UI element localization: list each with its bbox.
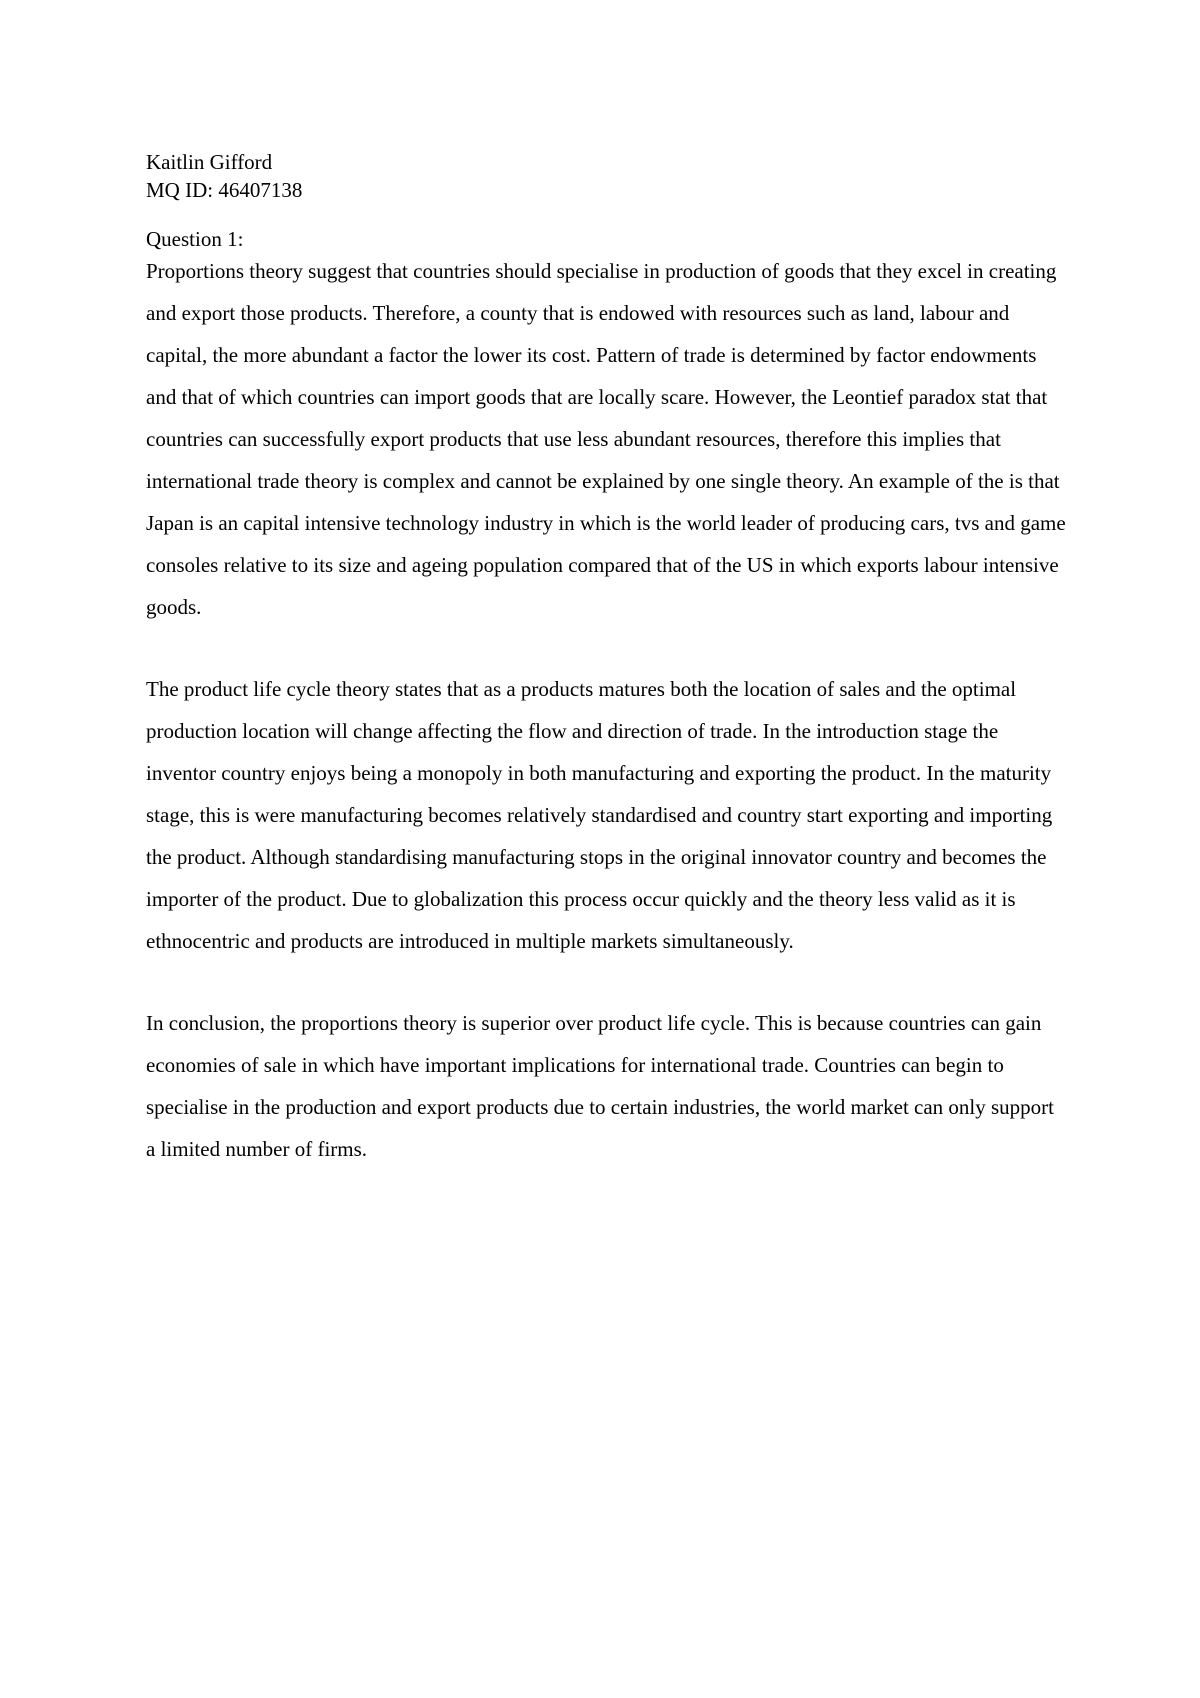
paragraph-proportions-theory: Proportions theory suggest that countries should specialise in production of goods that they excel in creating and export those products. Therefore, a county that is endowed with resources such as land, labour and capital, the more abundant a factor the lower its cost. Pattern of trade is determined by factor endowments and that of which countries can import goods that are locally scare. However, the Leontief paradox stat that countries can successfully export products that use less abundant resources, therefore this implies that international trade theory is complex and cannot be explained by one single theory. An example of the is that Japan is an capital intensive technology industry in which is the world leader of producing cars, tvs and game consoles relative to its size and ageing population compared that of the US in which exports labour intensive goods. (146, 259, 1066, 619)
paragraph-conclusion: In conclusion, the proportions theory is superior over product life cycle. This is because countries can gain economies of sale in which have important implications for international trade. Countries can begin to specialise in the production and export products due to certain industries, the world market can only support a limited number of firms. (146, 1011, 1055, 1161)
student-id: MQ ID: 46407138 (146, 178, 303, 202)
question-heading: Question 1: (146, 227, 244, 251)
document-body (146, 148, 1066, 1170)
paragraph-product-life-cycle: The product life cycle theory states that as a products matures both the location of sales and the optimal production location will change affecting the flow and direction of trade. In the introduction stage the inventor country enjoys being a monopoly in both manufacturing and exporting the product. In the maturity stage, this is were manufacturing becomes relatively standardised and country start exporting and importing the product. Although standardising manufacturing stops in the original innovator country and becomes the importer of the product. Due to globalization this process occur quickly and the theory less valid as it is ethnocentric and products are introduced in multiple markets simultaneously. (146, 677, 1053, 953)
author-name: Kaitlin Gifford (146, 150, 273, 174)
